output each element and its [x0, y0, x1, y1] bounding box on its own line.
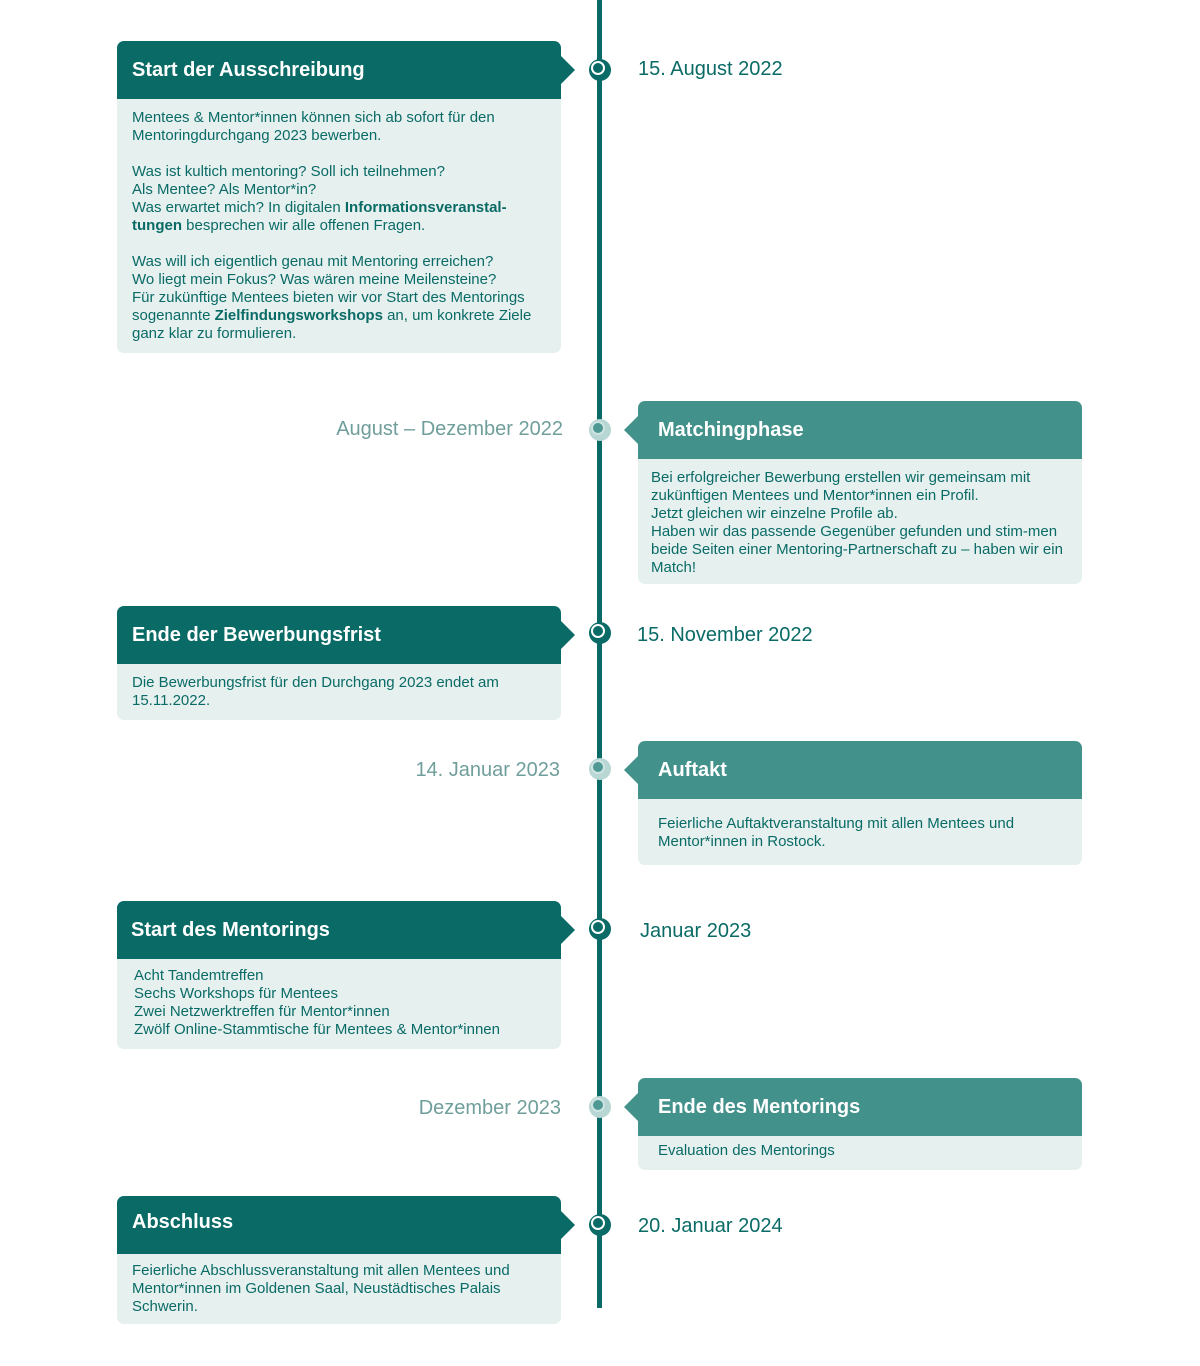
event-date: 15. August 2022 [638, 58, 783, 80]
event-card-auftakt [638, 741, 1082, 865]
event-description: Die Bewerbungsfrist für den Durchgang 2023 endet am 15.11.2022. [117, 664, 561, 720]
description-line: Jetzt gleichen wir einzelne Profile ab. [651, 505, 898, 522]
event-card-ende-bewerbungsfrist [117, 606, 561, 720]
list-item: Zwei Netzwerktreffen für Mentor*innen [134, 1003, 390, 1020]
description-line: Was will ich eigentlich genau mit Mentoring erreichen? [132, 253, 494, 270]
event-date: 20. Januar 2024 [638, 1215, 783, 1237]
event-date: Dezember 2023 [418, 1097, 561, 1119]
program-list [134, 967, 547, 1039]
description-paragraph [132, 163, 547, 235]
description-line: Was erwartet mich? In digitalen [132, 199, 345, 216]
description-line: Was ist kultich mentoring? Soll ich teilnehmen? [132, 163, 445, 180]
event-title: Start des Mentorings [117, 901, 561, 959]
event-description: Feierliche Abschlussveranstaltung mit allen Mentees und Mentor*innen im Goldenen Saal, Neustädtisches Palais Schwerin. [117, 1254, 561, 1324]
event-title: Ende der Bewerbungsfrist [117, 606, 561, 664]
event-title: Abschluss [117, 1196, 561, 1254]
timeline-node [589, 758, 611, 780]
description-paragraph: Mentees & Mentor*innen können sich ab sofort für den Mentoringdurchgang 2023 bewerben. [132, 109, 495, 144]
timeline-node [589, 59, 611, 81]
event-description [117, 959, 561, 1049]
event-title: Ende des Mentorings [638, 1078, 1082, 1136]
timeline-node [589, 1096, 611, 1118]
description-line: Bei erfolgreicher Bewerbung erstellen wir gemeinsam mit zukünftigen Mentees und Mentor*innen ein Profil. [651, 469, 1031, 504]
event-date: 14. Januar 2023 [415, 759, 560, 781]
description-line: Wo liegt mein Fokus? Was wären meine Meilensteine? [132, 271, 497, 288]
workshops-link-text: Zielfindungsworkshops [214, 307, 383, 324]
description-line: Für zukünftige Mentees bieten wir vor Start des Mentorings sogenannte [132, 289, 525, 324]
event-card-matchingphase [638, 401, 1082, 584]
event-date: August – Dezember 2022 [336, 418, 563, 440]
description-line: an, um konkrete Ziele ganz klar zu formulieren. [132, 307, 532, 342]
description-paragraph [132, 253, 547, 343]
timeline-node [589, 622, 611, 644]
list-item: Acht Tandemtreffen [134, 967, 264, 984]
event-title: Auftakt [638, 741, 1082, 799]
event-card-ende-mentoring [638, 1078, 1082, 1170]
event-date: 15. November 2022 [637, 624, 813, 646]
event-description [638, 459, 1082, 584]
event-description [117, 99, 561, 353]
timeline-node [589, 918, 611, 940]
description-line: Als Mentee? Als Mentor*in? [132, 181, 317, 198]
event-title: Matchingphase [638, 401, 1082, 459]
timeline-node [589, 419, 611, 441]
description-line: besprechen wir alle offenen Fragen. [182, 217, 426, 234]
timeline-node [589, 1214, 611, 1236]
list-item: Sechs Workshops für Mentees [134, 985, 338, 1002]
description-line: Haben wir das passende Gegenüber gefunden und stim-men beide Seiten einer Mentoring-Partnerschaft zu – haben wir ein Match! [651, 523, 1063, 576]
list-item: Zwölf Online-Stammtische für Mentees & Mentor*innen [134, 1021, 500, 1038]
event-card-start-ausschreibung [117, 41, 561, 353]
event-description: Feierliche Auftaktveranstaltung mit allen Mentees und Mentor*innen in Rostock. [638, 799, 1082, 865]
event-description: Evaluation des Mentorings [638, 1136, 1082, 1170]
event-card-abschluss [117, 1196, 561, 1324]
event-title: Start der Ausschreibung [117, 41, 561, 99]
event-date: Januar 2023 [640, 920, 752, 942]
event-card-start-mentoring [117, 901, 561, 1049]
info-events-link-text: Informationsveranstal-tungen [132, 199, 507, 234]
